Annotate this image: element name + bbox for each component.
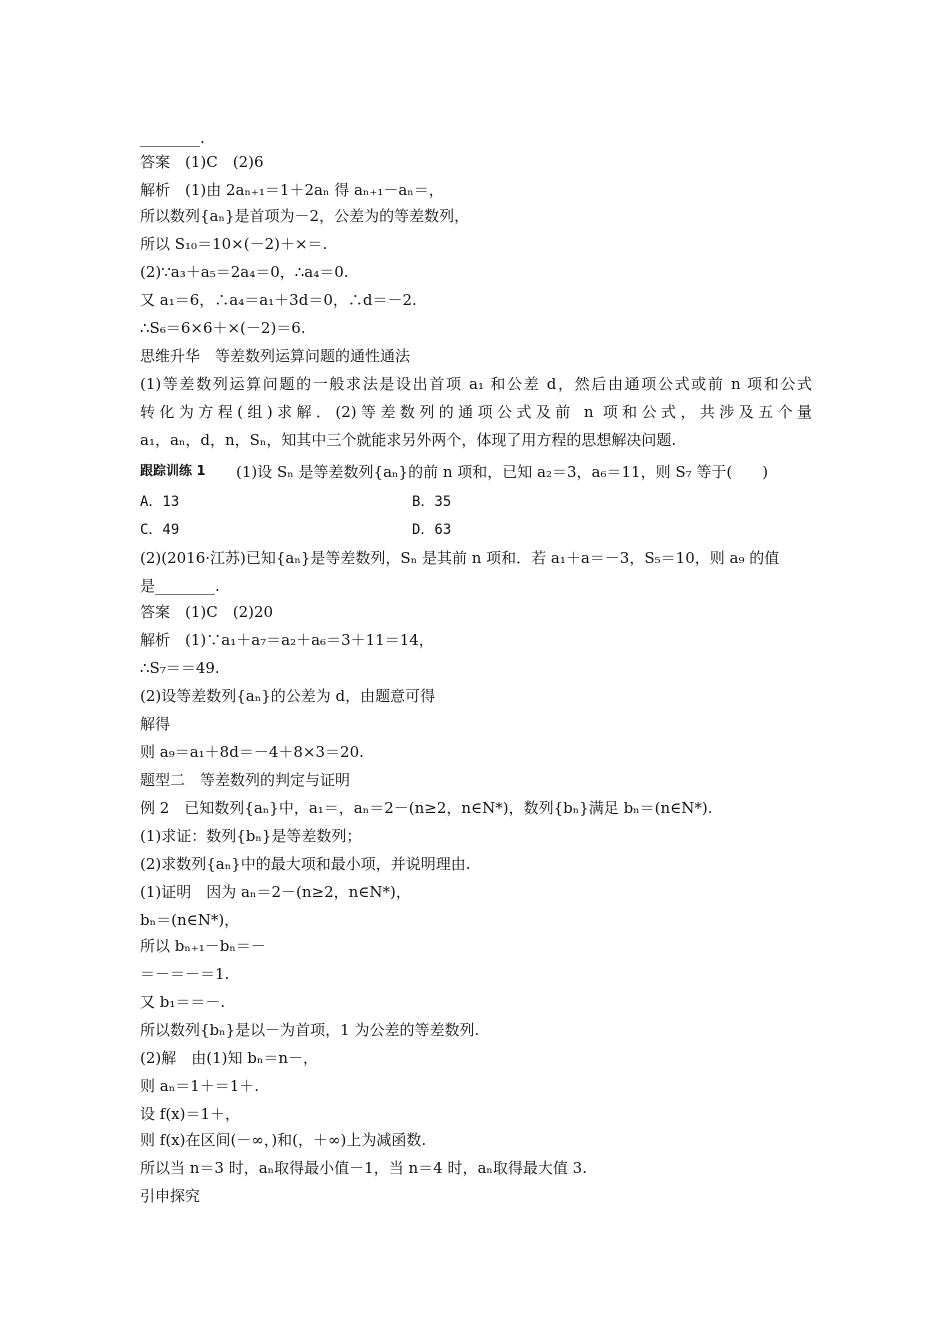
text-line: (2)∵a₃＋a₅＝2a₄＝0，∴a₄＝0. — [140, 263, 349, 281]
section-heading: 思维升华 等差数列运算问题的通性通法 — [140, 347, 411, 365]
text-line: 则 f(x)在区间(－∞，)和(，＋∞)上为减函数. — [140, 1131, 427, 1149]
option-d: D．63 — [412, 522, 452, 538]
blank-line: 是________. — [140, 577, 220, 595]
paragraph-line: a₁，aₙ，d，n，Sₙ，知其中三个就能求另外两个，体现了用方程的思想解决问题. — [140, 431, 677, 449]
text-line: 所以 S₁₀＝10×(－2)＋×＝. — [140, 235, 328, 253]
paragraph-line: (1)等差数列运算问题的一般求法是设出首项 a₁ 和公差 d，然后由通项公式或前 n 项和公式 — [140, 375, 812, 393]
blank-line: ________. — [140, 129, 205, 147]
text-line: ∴S₇＝＝49. — [140, 659, 220, 677]
answer-line: 答案 (1)C (2)6 — [140, 153, 264, 171]
section-heading: 引申探究 — [140, 1187, 201, 1205]
text-line: 所以 bₙ₊₁－bₙ＝－ — [140, 937, 266, 955]
text-line: 设 f(x)＝1＋， — [140, 1105, 241, 1123]
text-line: 则 a₉＝a₁＋8d＝－4＋8×3＝20. — [140, 743, 364, 761]
text-line: ＝－＝－＝1. — [140, 965, 230, 983]
text-line: (1)证明 因为 aₙ＝2－(n≥2，n∈N*)， — [140, 883, 411, 901]
text-line: (2)设等差数列{aₙ}的公差为 d，由题意可得 — [140, 687, 436, 705]
text-line: bₙ＝(n∈N*)， — [140, 911, 240, 929]
text-line: ∴S₆＝6×6＋×(－2)＝6. — [140, 319, 306, 337]
option-c: C．49 — [140, 522, 180, 538]
option-a: A．13 — [140, 494, 180, 510]
exercise-question: (2)(2016·江苏)已知{aₙ}是等差数列，Sₙ 是其前 n 项和．若 a₁＋a＝－3，S₅＝10，则 a₉ 的值 — [140, 549, 780, 567]
text-line: 解得 — [140, 715, 171, 733]
option-b: B．35 — [412, 494, 452, 510]
analysis-line: 解析 (1)∵a₁＋a₇＝a₂＋a₆＝3＋11＝14， — [140, 631, 434, 649]
paragraph-line: 转化为方程(组)求解．(2)等差数列的通项公式及前 n 项和公式，共涉及五个量 — [140, 403, 812, 421]
text-line: (2)求数列{aₙ}中的最大项和最小项，并说明理由. — [140, 855, 471, 873]
exercise-question: (1)设 Sₙ 是等差数列{aₙ}的前 n 项和，已知 a₂＝3，a₆＝11，则 S₇ 等于( ) — [236, 463, 769, 481]
text-line: (1)求证：数列{bₙ}是等差数列； — [140, 827, 362, 845]
text-line: 所以数列{bₙ}是以－为首项，1 为公差的等差数列. — [140, 1021, 480, 1039]
text-line: 则 aₙ＝1＋＝1＋. — [140, 1077, 260, 1095]
text-line: 又 b₁＝＝－. — [140, 993, 226, 1011]
analysis-line: 解析 (1)由 2aₙ₊₁＝1＋2aₙ 得 aₙ₊₁－aₙ＝， — [140, 181, 444, 199]
text-line: (2)解 由(1)知 bₙ＝n－， — [140, 1049, 319, 1067]
text-line: 所以当 n＝3 时，aₙ取得最小值－1，当 n＝4 时，aₙ取得最大值 3. — [140, 1159, 587, 1177]
text-line: 所以数列{aₙ}是首项为－2，公差为的等差数列， — [140, 207, 470, 225]
answer-line: 答案 (1)C (2)20 — [140, 603, 274, 621]
text-line: 又 a₁＝6，∴a₄＝a₁＋3d＝0，∴d＝－2. — [140, 291, 417, 309]
example-line: 例 2 已知数列{aₙ}中，a₁＝，aₙ＝2－(n≥2，n∈N*)，数列{bₙ}满足 bₙ＝(n∈N*). — [140, 799, 713, 817]
exercise-label: 跟踪训练 1 — [140, 464, 206, 479]
section-heading: 题型二 等差数列的判定与证明 — [140, 771, 351, 789]
